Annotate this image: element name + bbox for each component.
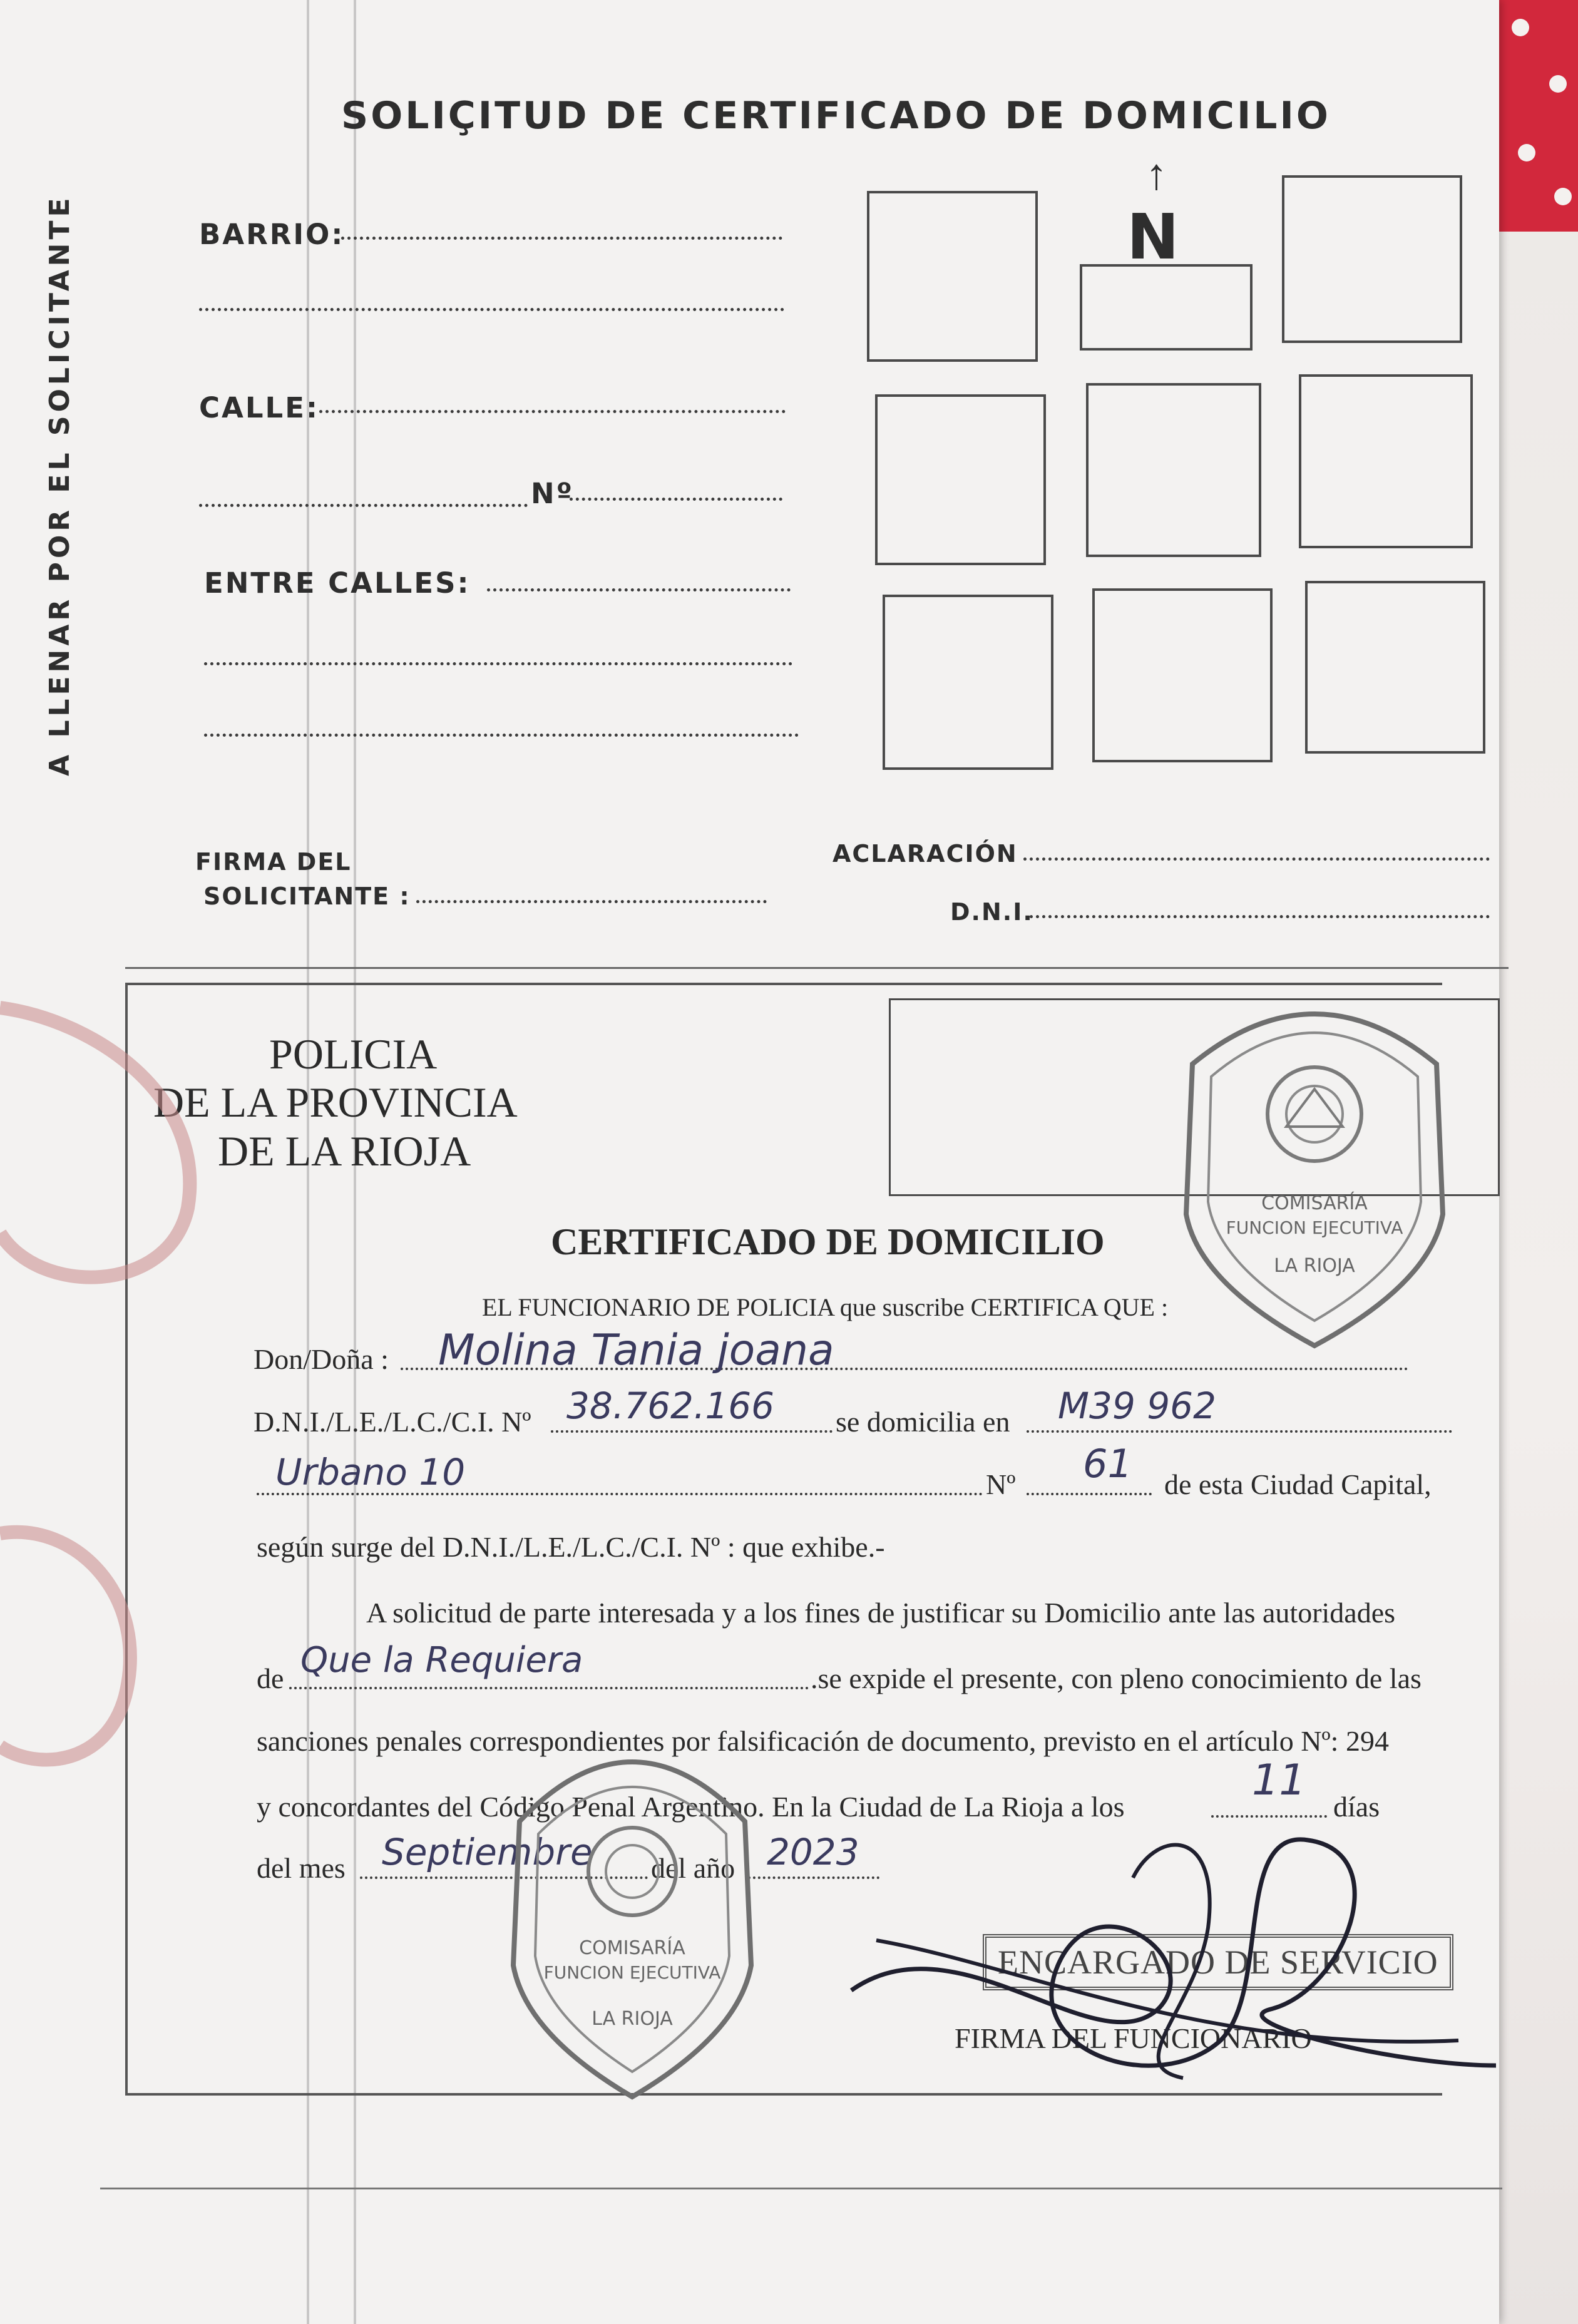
- map-cell[interactable]: [1305, 581, 1485, 754]
- police-seal: [494, 1715, 770, 2103]
- seal-line-3: LA RIOJA: [1274, 1255, 1355, 1277]
- dni-cert-label: D.N.I./L.E./L.C./C.I. Nº: [254, 1406, 531, 1438]
- seal-line-3: LA RIOJA: [592, 2008, 673, 2030]
- nro-cert-line[interactable]: [1027, 1493, 1152, 1495]
- certificate-title: CERTIFICADO DE DOMICILIO: [551, 1221, 1105, 1262]
- anio-value: 2023: [767, 1831, 859, 1873]
- north-label: N: [1127, 200, 1179, 274]
- seal-line-1: COMISARÍA: [1261, 1192, 1368, 1214]
- agency-line-3: DE LA RIOJA: [218, 1127, 471, 1175]
- seal-line-2: FUNCION EJECUTIVA: [543, 1962, 721, 1983]
- dni-cert-value: 38.762.166: [566, 1385, 775, 1427]
- map-cell[interactable]: [1092, 588, 1273, 762]
- calle-line[interactable]: [319, 410, 786, 413]
- mes-value: Septiembre: [382, 1831, 593, 1873]
- entre-calles-line[interactable]: [487, 588, 791, 591]
- solicitante-label: SOLICITANTE :: [203, 883, 411, 910]
- mes-label: del mes: [257, 1852, 346, 1884]
- entre-calles-label: ENTRE CALLES:: [204, 566, 471, 600]
- dias-value: 11: [1252, 1756, 1306, 1805]
- don-dona-value: Molina Tania joana: [438, 1326, 834, 1375]
- map-cell[interactable]: [883, 595, 1053, 770]
- polka-dot: [1549, 75, 1567, 93]
- sanciones-text: sanciones penales correspondientes por falsificación de documento, previsto en el artículo Nº: 294: [257, 1725, 1389, 1757]
- barrio-line[interactable]: [341, 237, 782, 240]
- map-cell[interactable]: [867, 191, 1038, 362]
- don-dona-label: Don/Doña :: [254, 1343, 389, 1375]
- agency-line-2: DE LA PROVINCIA: [153, 1078, 518, 1126]
- expide-text: .se expide el presente, con pleno conocimiento de las: [811, 1662, 1422, 1694]
- de-line[interactable]: [289, 1687, 809, 1689]
- police-seal: [1167, 970, 1462, 1358]
- dni-label: D.N.I.: [950, 898, 1033, 926]
- calle-label: CALLE:: [199, 391, 319, 424]
- cut-line: [125, 967, 1509, 969]
- calle-line-2[interactable]: [199, 504, 528, 507]
- polka-dot: [1554, 188, 1572, 205]
- encargado-stamp: ENCARGADO DE SERVICIO: [983, 1934, 1453, 1990]
- intro-text: EL FUNCIONARIO DE POLICIA que suscribe CERTIFICA QUE :: [482, 1293, 1169, 1321]
- agency-line-1: POLICIA: [269, 1030, 438, 1078]
- barrio-cert-value: Urbano 10: [275, 1451, 466, 1493]
- barrio-label: BARRIO:: [199, 218, 345, 251]
- seal-line-2: FUNCION EJECUTIVA: [1226, 1217, 1403, 1238]
- de-value: Que la Requiera: [300, 1640, 583, 1681]
- nro-cert-value: 61: [1083, 1441, 1132, 1487]
- seal-line-1: COMISARÍA: [579, 1937, 685, 1959]
- domicilia-line[interactable]: [1027, 1430, 1452, 1433]
- map-cell[interactable]: [1282, 175, 1462, 343]
- ciudad-text: de esta Ciudad Capital,: [1164, 1468, 1432, 1500]
- anio-label: del año: [651, 1852, 735, 1884]
- entre-calles-line-3[interactable]: [204, 734, 799, 737]
- solicitud-text: A solicitud de parte interesada y a los fines de justificar su Domicilio ante las autoridades: [366, 1597, 1396, 1629]
- dni-cert-line[interactable]: [551, 1430, 833, 1433]
- side-label: A LLENAR POR EL SOLICITANTE: [44, 194, 76, 776]
- map-cell[interactable]: [1086, 383, 1261, 557]
- domicilia-value: M39 962: [1058, 1385, 1216, 1427]
- arrow-up-icon: ↑: [1145, 151, 1167, 199]
- dni-line[interactable]: [1030, 915, 1490, 918]
- aclaracion-line[interactable]: [1023, 857, 1490, 861]
- entre-calles-line-2[interactable]: [204, 662, 792, 665]
- map-cell-center-top[interactable]: [1080, 264, 1253, 351]
- map-cell[interactable]: [875, 394, 1046, 565]
- de-label: de: [257, 1662, 284, 1694]
- nro-cert-label: Nº: [986, 1468, 1016, 1500]
- domicilia-label: se domicilia en: [836, 1406, 1010, 1438]
- seal-graphic: [1167, 970, 1462, 1358]
- numero-line[interactable]: [570, 498, 782, 501]
- polka-dot: [1512, 19, 1529, 36]
- handwritten-signature: [833, 1803, 1509, 2103]
- firma-solicitante-line[interactable]: [416, 900, 767, 903]
- dias-label: días: [1333, 1791, 1380, 1823]
- pencil-marks: [0, 970, 250, 1846]
- barrio-line-2[interactable]: [199, 308, 784, 311]
- numero-label: Nº: [531, 477, 575, 510]
- map-cell[interactable]: [1299, 374, 1473, 548]
- seal-graphic: [494, 1715, 770, 2103]
- bottom-line: [100, 2188, 1502, 2189]
- form-title: SOLIÇITUD DE CERTIFICADO DE DOMICILIO: [341, 94, 1331, 138]
- polka-dot: [1518, 144, 1535, 161]
- concordantes-text: y concordantes del Código Penal Argentino. En la Ciudad de La Rioja a los: [257, 1791, 1125, 1823]
- firma-funcionario-label: FIRMA DEL FUNCIONARIO: [955, 2022, 1312, 2054]
- firma-del-label: FIRMA DEL: [195, 848, 352, 876]
- aclaracion-label: ACLARACIÓN: [833, 840, 1018, 868]
- segun-text: según surge del D.N.I./L.E./L.C./C.I. Nº : que exhibe.-: [257, 1531, 885, 1563]
- background-red-cloth: [1499, 0, 1578, 232]
